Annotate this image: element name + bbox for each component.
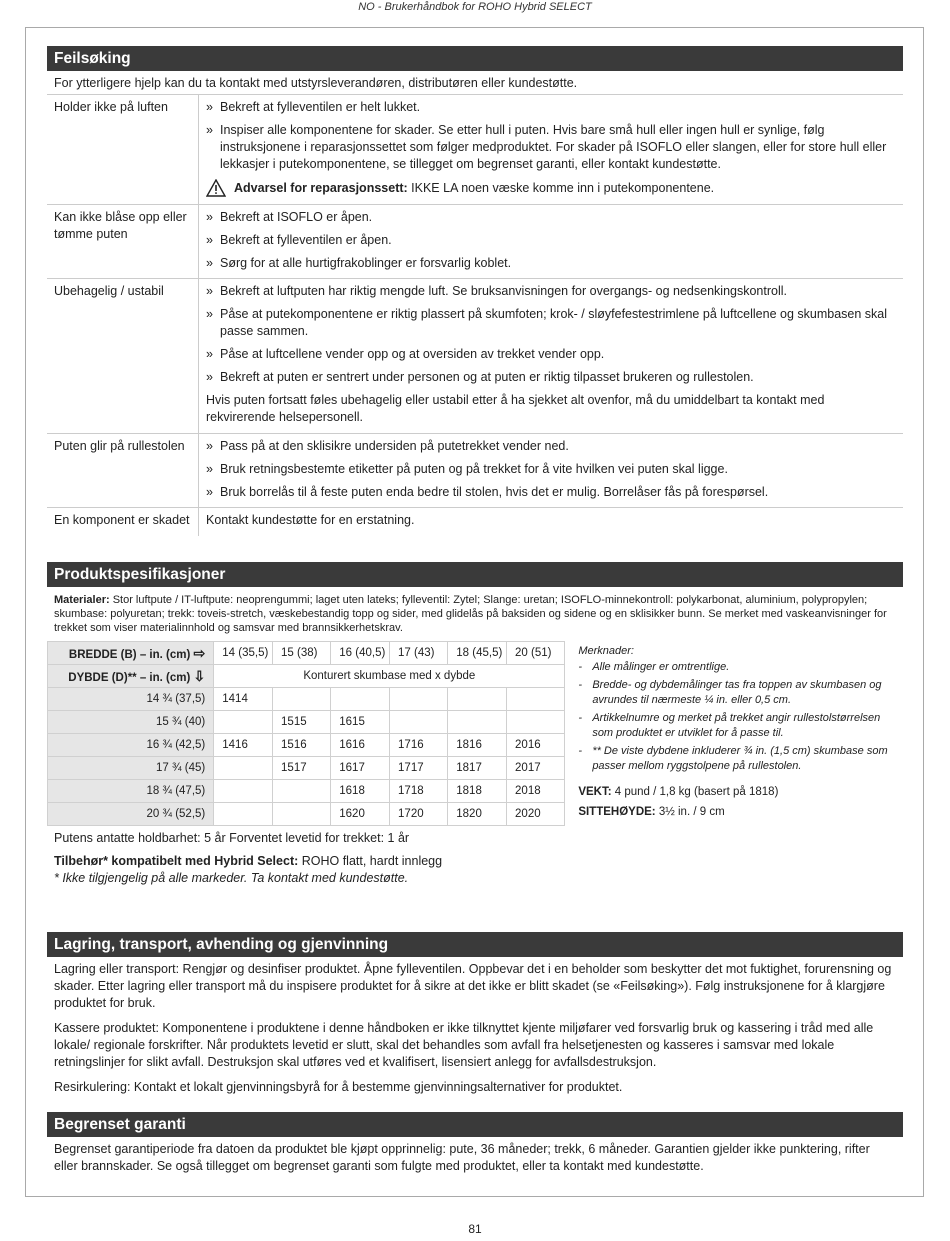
bullet-marker: »: [206, 210, 213, 224]
list-item: » Bekreft at luftputen har riktig mengde luft. Se bruksanvisningen for overgangs- og nedsenkingskontroll.: [206, 284, 787, 298]
solution-list: [199, 434, 903, 507]
table-cell: 1414: [214, 688, 273, 711]
bullet-marker: »: [206, 256, 213, 270]
bullet-marker: »: [206, 123, 213, 137]
table-row: [48, 734, 565, 757]
trouble-row-damaged: [47, 508, 903, 536]
table-cell: [390, 711, 448, 734]
depth-header: DYBDE (D)** – in. (cm) ⇩: [48, 665, 214, 688]
table-cell: 1617: [331, 757, 390, 780]
list-item: » Påse at luftcellene vender opp og at oversiden av trekket vender opp.: [206, 347, 605, 361]
table-cell: 2018: [507, 780, 565, 803]
problem-label: En komponent er skadet: [47, 508, 199, 536]
table-cell: 1818: [448, 780, 507, 803]
problem-label: Holder ikke på luften: [47, 95, 199, 204]
table-cell: [214, 803, 273, 826]
storage-section: [47, 932, 903, 1104]
solution-list: [199, 508, 903, 536]
width-header: BREDDE (B) – in. (cm) ⇨: [48, 642, 214, 665]
table-cell: [273, 780, 331, 803]
recycling-paragraph: Resirkulering: Kontakt et lokalt gjenvinningsbyrå for å bestemme gjenvinningsalternativer for produktet.: [54, 1080, 623, 1094]
materials-text: Materialer: Stor luftpute / IT-luftpute: neoprengummi; laget uten lateks; fylleventil: Zytel; Slange: uretan; ISOFLO-minnekontroll: polykarbonat, aluminium, polypropylen; skumbase: polyuretan; trekk: toveis-stretch, væskebestandig topp og sider, med glidelås på baksiden og sidene og en sklisikker bunn. Se merket med vaskeanvisninger for trekket som viser materialinnhold og samsvar med brannsikkerhetskrav.: [54, 594, 887, 634]
solution-list: [199, 95, 903, 204]
table-cell: 1816: [448, 734, 507, 757]
note-item: - Artikkelnumre og merket på trekket angir rullestolstørrelsen som produktet er utviklet for å passe til.: [578, 712, 881, 739]
list-item: » Sørg for at alle hurtigfrakoblinger er forsvarlig koblet.: [206, 256, 512, 270]
repair-kit-warning: Advarsel for reparasjonssett: IKKE LA noen væske komme inn i putekomponentene.: [206, 179, 896, 197]
table-row: [48, 665, 565, 688]
table-cell: 2016: [507, 734, 565, 757]
list-item: » Pass på at den sklisikre undersiden på putetrekket vender ned.: [206, 439, 569, 453]
table-cell: [214, 711, 273, 734]
table-cell: 1616: [331, 734, 390, 757]
table-cell: 15 (38): [273, 642, 331, 665]
specs-section: [47, 562, 903, 887]
table-cell: [214, 780, 273, 803]
table-caption: Konturert skumbase med x dybde: [214, 665, 565, 688]
table-cell: 16 (40,5): [331, 642, 390, 665]
table-cell: 1416: [214, 734, 273, 757]
bullet-marker: »: [206, 284, 213, 298]
table-cell: 14 (35,5): [214, 642, 273, 665]
table-cell: 1517: [273, 757, 331, 780]
solution-note: Kontakt kundestøtte for en erstatning.: [206, 513, 415, 527]
warranty-text: Begrenset garantiperiode fra datoen da produktet ble kjøpt opprinnelig: pute, 36 måneder; trekk, 6 måneder. Garantien gjelder ikke punktering, rifter eller brannskader. Se også tillegget om begrenset garanti som fulgte med produktet, eller ta kontakt med kundestøtte.: [54, 1142, 870, 1173]
list-item: » Bruk retningsbestemte etiketter på puten og på trekket for å vite hvilken vei puten skal ligge.: [206, 462, 728, 476]
table-cell: [448, 688, 507, 711]
table-cell: 1618: [331, 780, 390, 803]
table-cell: [273, 688, 331, 711]
size-table: [47, 641, 565, 826]
trouble-row-air: [47, 95, 903, 205]
table-row: [48, 688, 565, 711]
arrow-down-icon: ⇩: [193, 667, 206, 684]
problem-label: Puten glir på rullestolen: [47, 434, 199, 507]
table-cell: [507, 711, 565, 734]
table-cell: 1820: [448, 803, 507, 826]
warranty-section: [47, 1112, 903, 1183]
table-row: [48, 757, 565, 780]
solution-note: Hvis puten fortsatt føles ubehagelig eller ustabil etter å ha sjekket alt ovenfor, må du umiddelbart ta kontakt med rekvirerende helsepersonell.: [206, 393, 825, 424]
table-row: [48, 780, 565, 803]
storage-heading: Lagring, transport, avhending og gjenvinning: [47, 932, 903, 957]
table-cell: 1717: [390, 757, 448, 780]
table-cell: 18 (45,5): [448, 642, 507, 665]
table-cell: [507, 688, 565, 711]
durability-text: Putens antatte holdbarhet: 5 år Forventet levetid for trekket: 1 år: [54, 831, 410, 845]
depth-cell: 16 ¾ (42,5): [48, 734, 214, 757]
table-row: [48, 711, 565, 734]
depth-cell: 14 ¾ (37,5): [48, 688, 214, 711]
troubleshooting-intro: For ytterligere hjelp kan du ta kontakt med utstyrsleverandøren, distributøren eller kundestøtte.: [47, 71, 903, 95]
bullet-marker: »: [206, 233, 213, 247]
list-item: » Bruk borrelås til å feste puten enda bedre til stolen, hvis det er mulig. Borrelåser fås på forespørsel.: [206, 485, 769, 499]
table-cell: 1515: [273, 711, 331, 734]
spec-area: [47, 641, 903, 826]
warranty-heading: Begrenset garanti: [47, 1112, 903, 1137]
trouble-row-inflate: [47, 205, 903, 279]
disposal-paragraph: Kassere produktet: Komponentene i produktene i denne håndboken er ikke tilknyttet kjente miljøfarer ved forsvarlig bruk og kassering i tråd med alle lokale/ regionale forskrifter. Når produktets levetid er slutt, skal det behandles som avfall fra helsetjenesten og kasseres i samsvar med lokale retningslinjer for slikt avfall. Destruksjon skal utføres ved et kvalifisert, lisensiert anlegg for avfallsdestruksjon.: [54, 1021, 874, 1069]
arrow-right-icon: ⇨: [193, 644, 206, 661]
problem-label: Ubehagelig / ustabil: [47, 279, 199, 433]
bullet-marker: »: [206, 485, 213, 499]
notes-title: Merknader:: [578, 645, 634, 657]
bullet-marker: »: [206, 439, 213, 453]
table-cell: 1716: [390, 734, 448, 757]
table-cell: 1516: [273, 734, 331, 757]
document-header: NO - Brukerhåndbok for ROHO Hybrid SELECT: [358, 1, 592, 13]
list-item: » Påse at putekomponentene er riktig plassert på skumfoten; krok- / sløyfefestestrimlene på luftcellene og skumbasen skal passe sammen.: [206, 307, 887, 338]
spec-notes: [565, 641, 903, 826]
table-cell: 1720: [390, 803, 448, 826]
table-cell: 17 (43): [390, 642, 448, 665]
table-cell: 1620: [331, 803, 390, 826]
trouble-row-unstable: [47, 279, 903, 434]
trouble-row-slides: [47, 434, 903, 508]
table-row: [48, 803, 565, 826]
troubleshooting-heading: Feilsøking: [47, 46, 903, 71]
bullet-marker: »: [206, 347, 213, 361]
list-item: » Bekreft at fylleventilen er helt lukket.: [206, 100, 421, 114]
table-cell: 2017: [507, 757, 565, 780]
table-cell: [214, 757, 273, 780]
accessory-note: * Ikke tilgjengelig på alle markeder. Ta kontakt med kundestøtte.: [54, 871, 409, 885]
bullet-marker: »: [206, 307, 213, 321]
storage-paragraph: Lagring eller transport: Rengjør og desinfiser produktet. Åpne fylleventilen. Oppbevar det i en beholder som beskytter det mot fuktighet, forurensning og skader. Etter lagring eller transport må du inspisere produktet for å sikre at det ikke er blitt skadet (se «Feilsøking»). Følg instruksjonene for å klargjøre produktet for bruk.: [54, 962, 892, 1010]
table-cell: 20 (51): [507, 642, 565, 665]
page-number: 81: [468, 1222, 482, 1236]
bullet-marker: »: [206, 370, 213, 384]
bullet-marker: »: [206, 100, 213, 114]
weight-spec: VEKT: 4 pund / 1,8 kg (basert på 1818): [578, 786, 779, 798]
note-item: - Alle målinger er omtrentlige.: [578, 661, 730, 673]
table-cell: [331, 688, 390, 711]
list-item: » Bekreft at puten er sentrert under personen og at puten er riktig tilpasset brukeren og rullestolen.: [206, 370, 754, 384]
problem-label: Kan ikke blåse opp eller tømme puten: [47, 205, 199, 278]
depth-cell: 15 ¾ (40): [48, 711, 214, 734]
table-cell: 1817: [448, 757, 507, 780]
seat-height-spec: SITTEHØYDE: 3½ in. / 9 cm: [578, 806, 725, 818]
specs-heading: Produktspesifikasjoner: [47, 562, 903, 587]
depth-cell: 18 ¾ (47,5): [48, 780, 214, 803]
note-item: - ** De viste dybdene inkluderer ¾ in. (1,5 cm) skumbase som passer mellom ryggstolpene på rullestolen.: [578, 745, 888, 772]
bullet-marker: »: [206, 462, 213, 476]
list-item: » Bekreft at fylleventilen er åpen.: [206, 233, 392, 247]
solution-list: [199, 279, 903, 433]
solution-list: [199, 205, 903, 278]
table-cell: [273, 803, 331, 826]
table-row: [48, 642, 565, 665]
table-cell: [448, 711, 507, 734]
depth-cell: 17 ¾ (45): [48, 757, 214, 780]
list-item: » Inspiser alle komponentene for skader. Se etter hull i puten. Hvis bare små hull eller ingen hull er synlige, følg instruksjonene i reparasjonssettet som følger medproduktet. For skader på ISOFLO eller slangen, eller for store hull eller lekkasjer i putekomponentene, se tillegget om begrenset garanti, eller kontakt kundestøtte.: [206, 123, 887, 171]
table-cell: 1615: [331, 711, 390, 734]
table-cell: [390, 688, 448, 711]
note-item: - Bredde- og dybdemålinger tas fra toppen av skumbasen og avrundes til nærmeste ¼ in. eller 0,5 cm.: [578, 679, 882, 706]
troubleshooting-section: [47, 46, 903, 536]
warning-icon: [206, 179, 226, 197]
depth-cell: 20 ¾ (52,5): [48, 803, 214, 826]
table-cell: 2020: [507, 803, 565, 826]
list-item: » Bekreft at ISOFLO er åpen.: [206, 210, 373, 224]
accessory-text: Tilbehør* kompatibelt med Hybrid Select: ROHO flatt, hardt innlegg: [54, 854, 443, 868]
table-cell: 1718: [390, 780, 448, 803]
